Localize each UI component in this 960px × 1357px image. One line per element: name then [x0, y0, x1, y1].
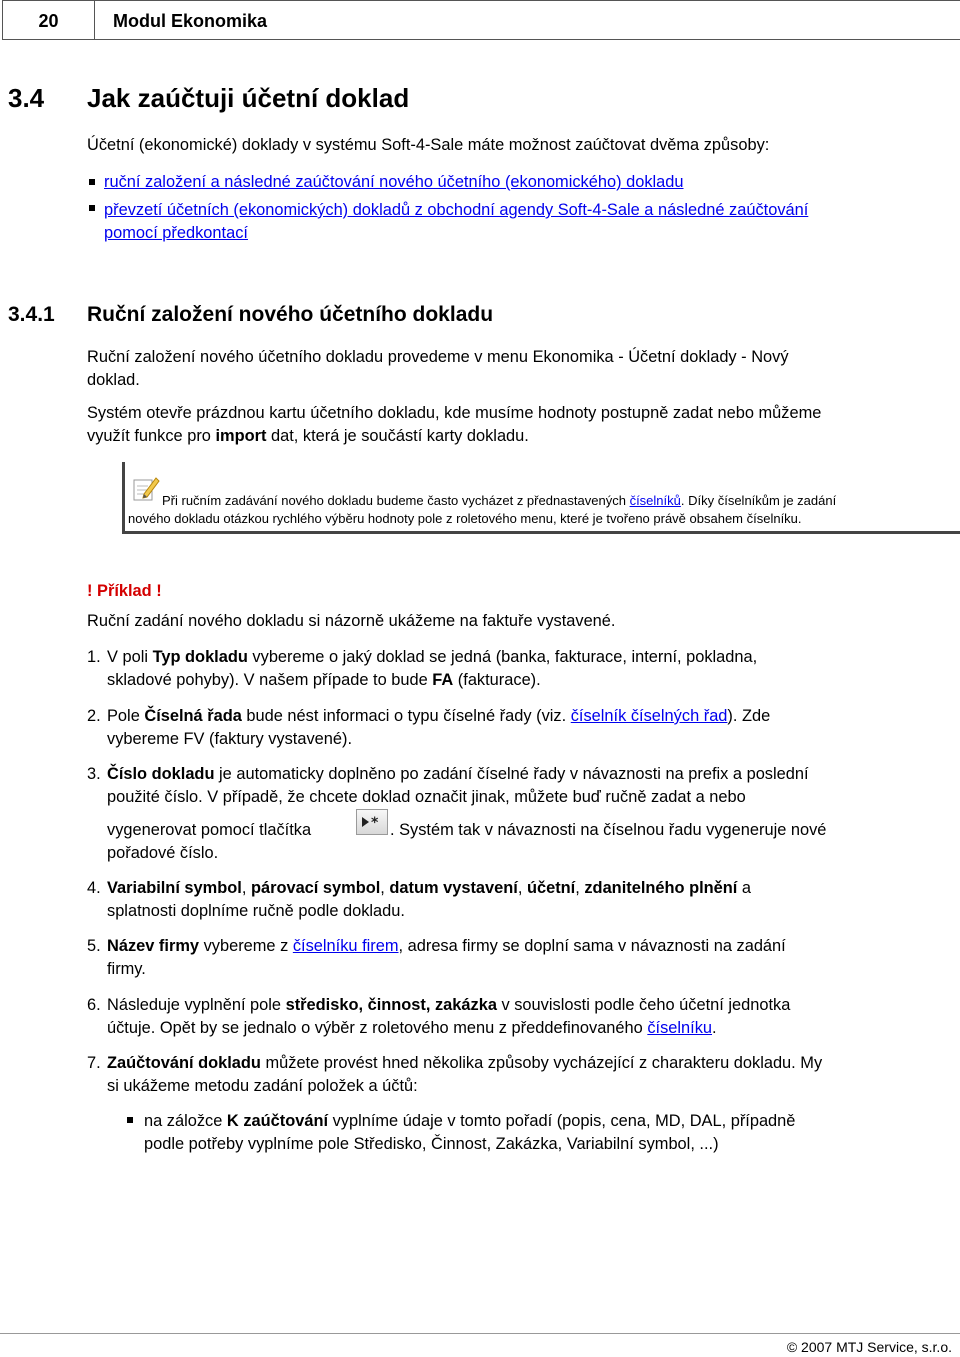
step5-line2: firmy.	[107, 960, 146, 978]
note-line1: Při ručním zadávání nového dokladu budeme často vycházet z přednastavených číselníků. Díky číselníkům je zadání	[162, 493, 837, 508]
step3-line4: pořadové číslo.	[107, 844, 219, 862]
example-heading: ! Příklad !	[87, 582, 162, 600]
para2-line1: Systém otevře prázdnou kartu účetního dokladu, kde musíme hodnoty postupně zadat nebo můžeme	[87, 404, 822, 422]
step7-line2: si ukážeme metodu zadání položek a účtů:	[107, 1077, 418, 1095]
method-link-import-cont[interactable]: pomocí předkontací	[104, 224, 248, 242]
subsection-title: Ruční založení nového účetního dokladu	[87, 303, 494, 326]
para1-line1: Ruční založení nového účetního dokladu provedeme v menu Ekonomika - Účetní doklady - Nový	[87, 348, 789, 366]
footer-copyright: © 2007 MTJ Service, s.r.o.	[786, 1339, 952, 1355]
step6-line2: účtuje. Opět by se jednalo o výběr z roletového menu z předdefinovaného číselníku.	[107, 1019, 717, 1037]
step3-line1: Číslo dokladu je automaticky doplněno po zadání číselné řady v návaznosti na prefix a poslední	[107, 765, 809, 783]
step7-bullet-line1: na záložce K zaúčtování vyplníme údaje v tomto pořadí (popis, cena, MD, DAL, případně	[144, 1112, 796, 1130]
step7-line1: Zaúčtování dokladu můžete provést hned několika způsoby vycházející z charakteru dokladu. My	[107, 1054, 823, 1072]
bullet-marker	[89, 179, 95, 185]
generate-number-button[interactable]	[356, 809, 388, 835]
method-link-manual[interactable]: ruční založení a následné zaúčtování nového účetního (ekonomického) dokladu	[104, 173, 684, 191]
step4-line1: Variabilní symbol, párovací symbol, datum vystavení, účetní, zdanitelného plnění a	[107, 879, 752, 897]
module-title: Modul Ekonomika	[94, 0, 960, 40]
step-number: 4.	[87, 879, 101, 897]
section-number: 3.4	[8, 83, 45, 113]
step7-bullet-line2: podle potřeby vyplníme pole Středisko, Činnost, Zakázka, Variabilní symbol, ...)	[144, 1135, 719, 1153]
step-number: 1.	[87, 648, 101, 666]
pencil-note-icon	[132, 474, 160, 502]
step-number: 5.	[87, 937, 101, 955]
svg-text:*: *	[371, 815, 379, 830]
step4-line2: splatnosti doplníme ručně podle dokladu.	[107, 902, 405, 920]
para1-line2: doklad.	[87, 371, 140, 389]
step5-line1: Název firmy vybereme z číselníku firem, adresa firmy se doplní sama v návaznosti na zadání	[107, 937, 786, 955]
link-ciselnik-rad[interactable]: číselník číselných řad	[570, 707, 728, 725]
step-number: 3.	[87, 765, 101, 783]
subsection-number: 3.4.1	[8, 303, 55, 326]
step2-line1: Pole Číselná řada bude nést informaci o typu číselné řady (viz. číselník číselných řad). Zde	[107, 707, 771, 725]
note-line2: nového dokladu otázkou rychlého výběru hodnoty pole z roletového menu, které je tvořeno právě obsahem číselníku.	[128, 511, 802, 526]
step-number: 2.	[87, 707, 101, 725]
page-number: 20	[2, 0, 94, 40]
step1-line2: skladové pohyby). V našem případe to bude FA (fakturace).	[107, 671, 541, 689]
step3-line2: použité číslo. V případě, že chcete doklad označit jinak, můžete buď ručně zadat a nebo	[107, 788, 746, 806]
para2-line2: využít funkce pro import dat, která je součástí karty dokladu.	[87, 427, 529, 445]
generate-number-icon	[360, 814, 384, 830]
link-ciselnik[interactable]: číselníku	[647, 1019, 713, 1037]
step-number: 6.	[87, 996, 101, 1014]
footer-divider	[0, 1333, 960, 1334]
step1-line1: V poli Typ dokladu vybereme o jaký doklad se jedná (banka, fakturace, interní, pokladna,	[107, 648, 758, 666]
link-ciselnik-firem[interactable]: číselníku firem	[292, 937, 399, 955]
step2-line2: vybereme FV (faktury vystavené).	[107, 730, 353, 748]
step-number: 7.	[87, 1054, 101, 1072]
bullet-marker	[89, 205, 95, 211]
step3-line3a: vygenerovat pomocí tlačítka	[107, 821, 312, 839]
bullet-marker	[127, 1117, 133, 1123]
note-link-ciselniky[interactable]: číselníků	[629, 493, 681, 508]
step6-line1: Následuje vyplnění pole středisko, činnost, zakázka v souvislosti podle čeho účetní jednotka	[107, 996, 791, 1014]
step3-line3b: . Systém tak v návaznosti na číselnou řadu vygeneruje nové	[390, 821, 827, 839]
section-title: Jak zaúčtuji účetní doklad	[87, 83, 410, 113]
method-link-import[interactable]: převzetí účetních (ekonomických) dokladů z obchodní agendy Soft-4-Sale a následné zaúčtování	[104, 201, 809, 219]
intro-text: Účetní (ekonomické) doklady v systému Soft-4-Sale máte možnost zaúčtovat dvěma způsoby:	[87, 136, 770, 154]
example-intro: Ruční zadání nového dokladu si názorně ukážeme na faktuře vystavené.	[87, 612, 616, 630]
